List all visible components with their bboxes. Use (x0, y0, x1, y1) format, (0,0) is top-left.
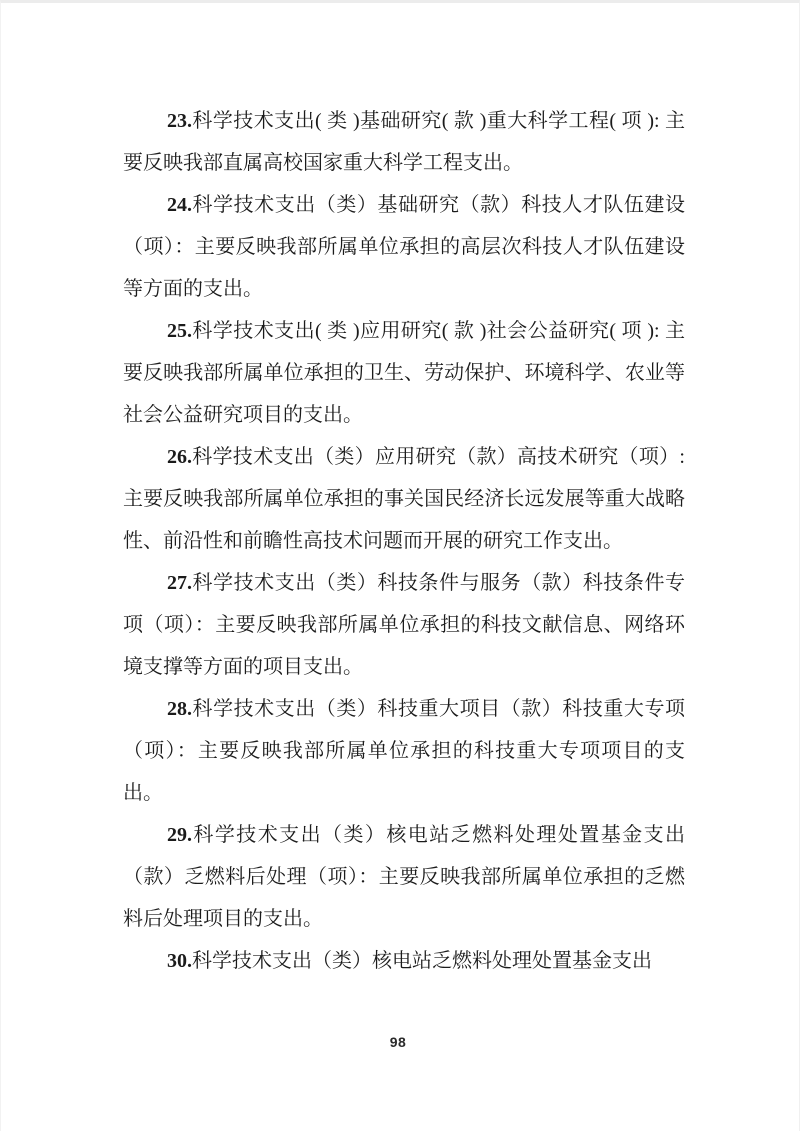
paragraph (123, 310, 685, 436)
paragraph (123, 688, 685, 814)
paragraph-text: 科学技术支出（类）基础研究（款）科技人才队伍建设（项）：主要反映我部所属单位承担的高层次科技人才队伍建设等方面的支出。 (123, 194, 685, 300)
paragraph (123, 184, 685, 310)
paragraph-number: 30. (167, 950, 192, 972)
paragraph-text: 科学技术支出（类）科技重大项目（款）科技重大专项（项）：主要反映我部所属单位承担的科技重大专项项目的支出。 (123, 698, 685, 804)
paragraph-number: 25. (167, 320, 192, 342)
paragraph (123, 940, 685, 982)
paragraph (123, 436, 685, 562)
paragraph-text: 科学技术支出（类）核电站乏燃料处理处置基金支出（款）乏燃料后处理（项）：主要反映我部所属单位承担的乏燃料后处理项目的支出。 (123, 824, 685, 930)
paragraph-text: 科学技术支出（类）核电站乏燃料处理处置基金支出 (192, 950, 652, 972)
paragraph-number: 29. (167, 824, 192, 846)
document-body (123, 100, 685, 982)
paragraph-text: 科学技术支出（类）科技条件与服务（款）科技条件专项（项）：主要反映我部所属单位承担的科技文献信息、网络环境支撑等方面的项目支出。 (123, 572, 685, 678)
paragraph-text: 科学技术支出（类）应用研究（款）高技术研究（项）: 主要反映我部所属单位承担的事关国民经济长远发展等重大战略性、前沿性和前瞻性高技术问题而开展的研究工作支出。 (123, 446, 685, 552)
paragraph-text: 科学技术支出( 类 )基础研究( 款 )重大科学工程( 项 ): 主要反映我部直属高校国家重大科学工程支出。 (123, 110, 685, 174)
paragraph-number: 23. (167, 110, 192, 132)
paragraph (123, 814, 685, 940)
paragraph-text: 科学技术支出( 类 )应用研究( 款 )社会公益研究( 项 ): 主要反映我部所属单位承担的卫生、劳动保护、环境科学、农业等社会公益研究项目的支出。 (123, 320, 685, 426)
paragraph-number: 27. (167, 572, 192, 594)
paragraph-number: 26. (167, 446, 192, 468)
paragraph (123, 100, 685, 184)
page-footer (1, 1034, 795, 1052)
paragraph (123, 562, 685, 688)
page-number: 98 (389, 1034, 407, 1050)
paragraph-number: 24. (167, 194, 192, 216)
paragraph-number: 28. (167, 698, 192, 720)
